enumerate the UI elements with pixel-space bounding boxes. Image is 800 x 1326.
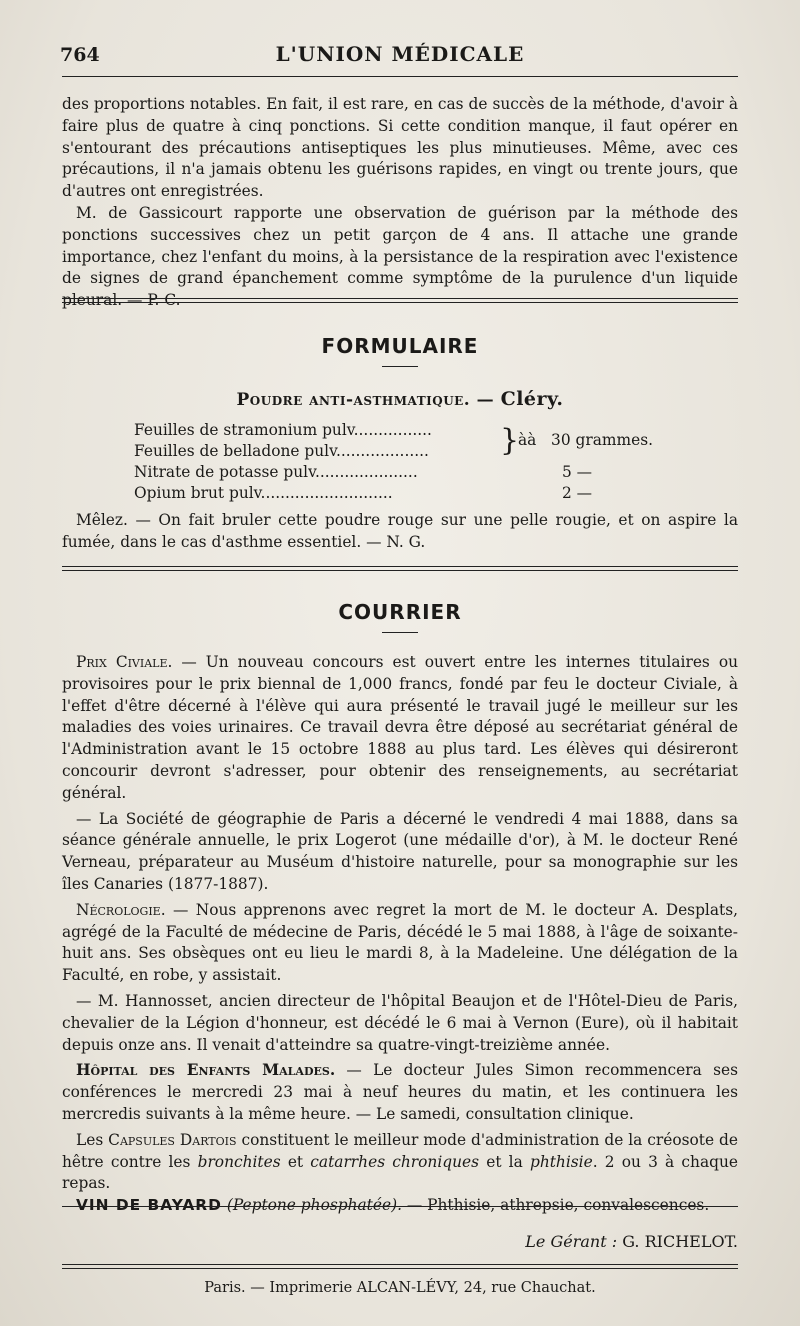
courrier-section [62, 652, 738, 1217]
formulaire-title: FORMULAIRE [321, 334, 479, 358]
news-item [62, 652, 738, 805]
leader-dots: ................... [335, 442, 429, 460]
ingredient-name: Feuilles de stramonium pulv [134, 421, 354, 439]
advert-text: et la [479, 1152, 530, 1171]
section-divider [62, 298, 738, 303]
advert-text: . 2 ou 3 à chaque repas. [62, 1152, 738, 1193]
recipe-name: Poudre anti-asthmatique. [236, 390, 471, 410]
recipe-heading [62, 388, 738, 410]
leader-dots: ..................... [314, 463, 418, 481]
leader-dots: ................ [353, 421, 432, 439]
instructions-text: Mêlez. — On fait bruler cette poudre rouge sur une pelle rougie, et on aspire la fumée, dans le cas d'asthme essentiel. — N. G. [62, 511, 738, 551]
intro-section [62, 94, 738, 312]
news-item [62, 900, 738, 987]
signature-name: G. RICHELOT. [622, 1232, 738, 1251]
leader-dots: ........................... [260, 484, 393, 502]
ingredient-row [134, 462, 654, 483]
advert-italic: catarrhes chroniques [310, 1152, 480, 1171]
printer-line: Paris. — Imprimerie ALCAN-LÉVY, 24, rue Chauchat. [204, 1280, 596, 1296]
advert-text: — Phthisie, athrepsie, convalescences. [401, 1196, 710, 1215]
advert-italic: (Peptone phosphatée). [226, 1196, 402, 1215]
news-lead: Hôpital des Enfants Malades. [76, 1061, 336, 1080]
ingredient-list [134, 420, 654, 504]
advert-lead: Capsules Dartois [108, 1130, 237, 1149]
footer-rule-top [62, 1206, 738, 1207]
title-underline [382, 366, 418, 367]
news-text: — La Société de géographie de Paris a décerné le vendredi 4 mai 1888, dans sa séance générale annuelle, le prix Logerot (une médaille d'or), à M. le docteur René Verneau, préparateur au Muséum d'histoire naturelle, pour sa monographie sur les îles Canaries (1877-1887). [62, 809, 738, 893]
shared-prefix: àà [518, 431, 537, 449]
formula-instructions [62, 510, 738, 554]
recipe-dash: — [476, 390, 495, 410]
advert-italic: bronchites [197, 1152, 281, 1171]
shared-quantity [518, 430, 653, 451]
news-item [62, 1060, 738, 1125]
signature [525, 1232, 738, 1251]
ingredient-qty: 5 — [562, 463, 593, 481]
news-text: — Un nouveau concours est ouvert entre les internes titulaires ou provisoires pour le prix biennal de 1,000 francs, fondé par feu le docteur Civiale, à l'effet d'être décerné à l'élève qui aura présenté le travail jugé le meilleur sur les maladies des voies urinaires. Ce travail devra être déposé au secrétariat général de l'Administration avant le 15 octobre 1888 au plus tard. Les élèves qui désireront concourir devront s'adresser, pour obtenir des renseignements, au secrétariat général. [62, 653, 738, 802]
courrier-title: COURRIER [338, 600, 462, 624]
footer-rule-bottom [62, 1264, 738, 1269]
signature-label: Le Gérant : [525, 1232, 618, 1251]
news-lead: Nécrologie. [76, 900, 166, 919]
advert-text: et [280, 1152, 311, 1171]
title-underline [382, 632, 418, 633]
ingredient-name: Feuilles de belladone pulv [134, 442, 336, 460]
advert-text: constituent le meilleur mode d'administration de la créosote de hêtre contre les [62, 1130, 738, 1171]
ingredient-row [134, 483, 654, 504]
grouping-brace: } [500, 423, 520, 458]
advert-text: Les [76, 1130, 109, 1149]
running-header [60, 40, 740, 68]
advert-italic: phthisie [529, 1152, 593, 1171]
news-text: — M. Hannosset, ancien directeur de l'hôpital Beaujon et de l'Hôtel-Dieu de Paris, chevalier de la Légion d'honneur, est décédé le 6 mai à Vernon (Eure), où il habitait depuis onze ans. Il venait d'atteindre sa quatre-vingt-treizième année. [62, 991, 738, 1054]
recipe-author: Cléry. [500, 388, 564, 410]
news-item [62, 809, 738, 896]
news-lead: Prix Civiale. [76, 653, 173, 671]
ingredient-name: Opium brut pulv [134, 484, 261, 502]
advert-capsules [62, 1130, 738, 1195]
shared-qty: 30 grammes. [551, 431, 653, 449]
news-item [62, 991, 738, 1056]
header-rule [62, 76, 738, 77]
journal-title: L'UNION MÉDICALE [275, 42, 525, 66]
intro-paragraph-2: M. de Gassicourt rapporte une observation de guérison par la méthode des ponctions successives chez un petit garçon de 4 ans. Il attache une grande importance, chez l'enfant du moins, à la persistance de la respiration avec l'existence de signes de grand épanchement comme symptôme de la purulence d'un liquide pleural. — P. C. [62, 203, 738, 310]
ingredient-name: Nitrate de potasse pulv [134, 463, 315, 481]
ingredient-qty: 2 — [562, 484, 593, 502]
section-divider [62, 566, 738, 571]
page-number: 764 [60, 44, 100, 66]
advert-lead: VIN DE BAYARD [76, 1196, 222, 1215]
news-text: — Nous apprenons avec regret la mort de M. le docteur A. Desplats, agrégé de la Faculté de médecine de Paris, décédé le 5 mai 1888, à l'âge de soixante-huit ans. Ses obsèques ont eu lieu le mardi 8, à la Madeleine. Une délégation de la Faculté, en robe, y assistait. [62, 900, 738, 985]
news-text: — Le docteur Jules Simon recommencera ses conférences le mercredi 23 mai à neuf heures du matin, et les continuera les mercredis suivants à la même heure. — Le samedi, consultation clinique. [62, 1061, 738, 1123]
intro-paragraph-1: des proportions notables. En fait, il est rare, en cas de succès de la méthode, d'avoir à faire plus de quatre à cinq ponctions. Si cette condition manque, il faut opérer en s'entourant des précautions antiseptiques les plus minutieuses. Même, avec ces précautions, il n'a jamais obtenu les guérisons rapides, en vingt ou trente jours, que d'autres ont enregistrées. [62, 95, 738, 201]
